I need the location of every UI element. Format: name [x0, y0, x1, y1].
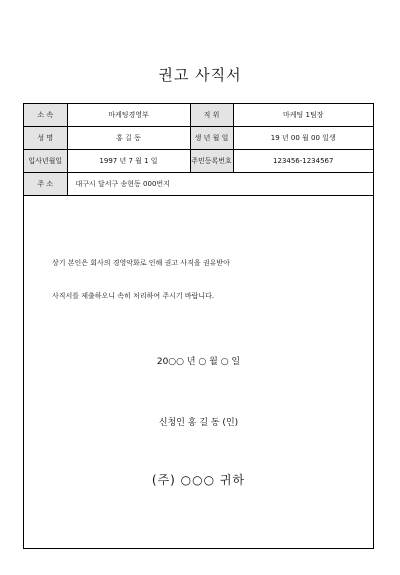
name-label: 성 명	[24, 127, 67, 150]
position-value: 마케팅 1팀장	[233, 104, 373, 127]
document-title: 권고 사직서	[158, 66, 242, 84]
table-row	[24, 127, 373, 150]
submission-date: 20○○ 년 ○ 월 ○ 일	[156, 357, 241, 367]
position-label: 직 위	[190, 104, 233, 127]
resident-number-label: 주민등록번호	[190, 150, 233, 173]
birthdate-label: 생 년 월 일	[190, 127, 233, 150]
table-row	[24, 104, 373, 127]
department-value: 마케팅경영부	[67, 104, 190, 127]
resident-number-value: 123456-1234567	[233, 150, 373, 173]
recipient: (주) ○○○ 귀하	[151, 473, 246, 487]
applicant-signature: 신청인 홍 길 동 (인)	[158, 418, 239, 428]
department-label: 소 속	[24, 104, 67, 127]
hire-date-value: 1997 년 7 월 1 일	[67, 150, 190, 173]
table-row	[24, 173, 373, 196]
hire-date-label: 입사년월일	[24, 150, 67, 173]
name-value: 홍 길 동	[67, 127, 190, 150]
resignation-form	[23, 103, 374, 549]
info-table	[24, 104, 373, 196]
address-label: 주 소	[24, 173, 67, 196]
body-line-1: 상기 본인은 회사의 경영악화로 인해 권고 사직을 권유받아	[52, 259, 230, 267]
birthdate-value: 19 년 00 월 00 일생	[233, 127, 373, 150]
address-value: 대구시 달서구 송현동 000번지	[67, 173, 373, 196]
table-row	[24, 150, 373, 173]
body-line-2: 사직서를 제출하오니 속히 처리하여 주시기 바랍니다.	[52, 292, 215, 300]
